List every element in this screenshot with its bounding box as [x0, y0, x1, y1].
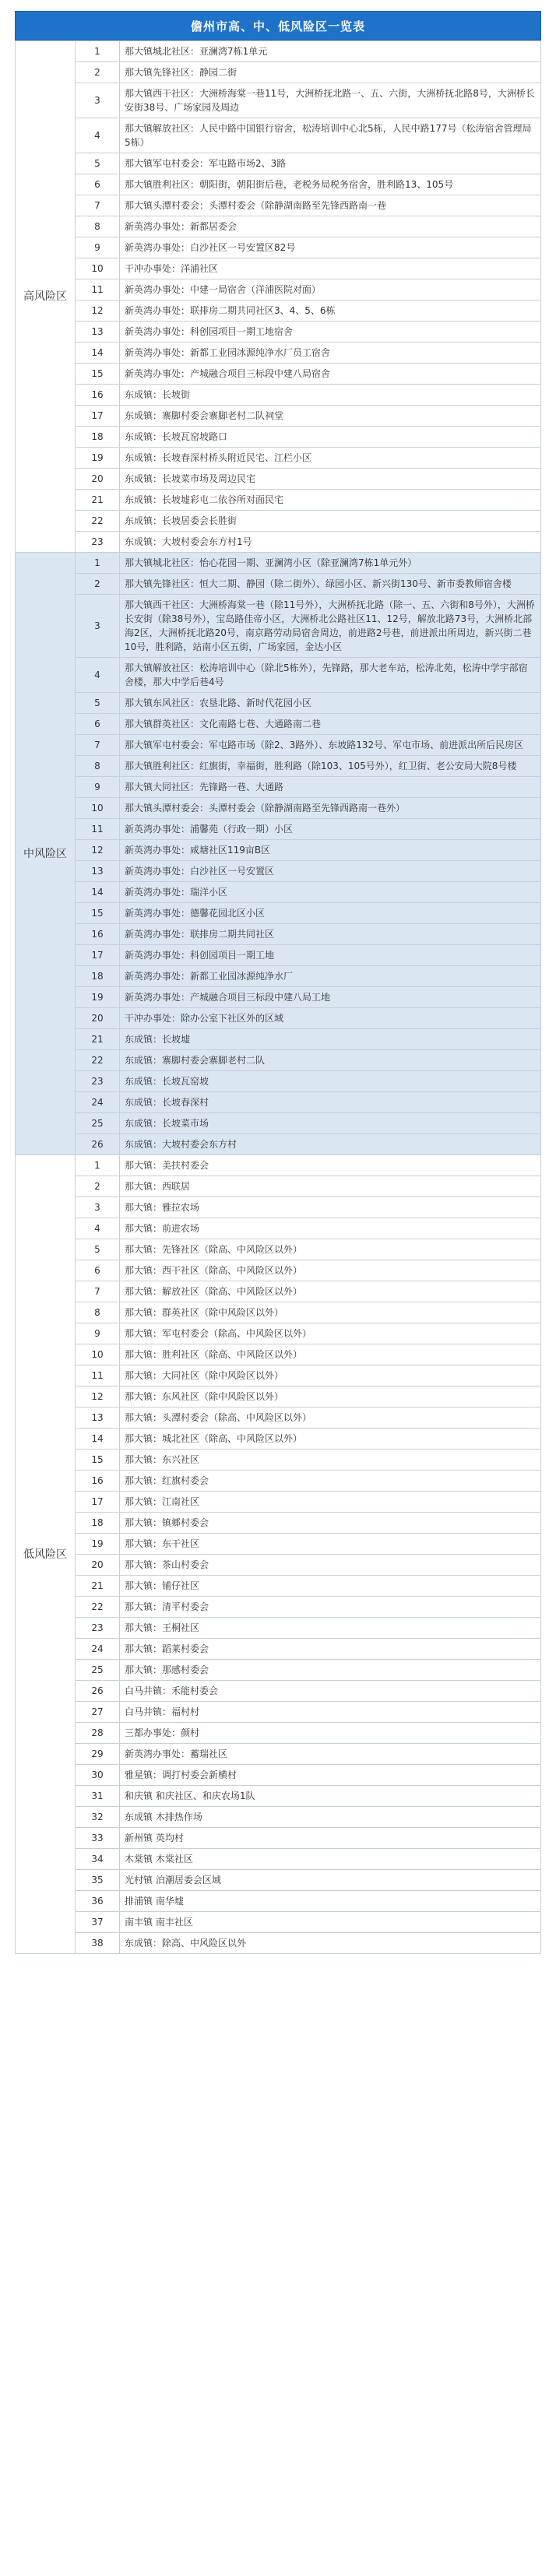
table-body: [16, 41, 541, 1954]
row-number: 6: [76, 714, 120, 735]
area-description: 那大镇：美扶村委会: [120, 1155, 541, 1176]
area-description: 东成镇：长坡墟彩屯二依谷所对面民宅: [120, 490, 541, 511]
row-number: 4: [76, 658, 120, 693]
row-number: 25: [76, 1660, 120, 1681]
row-number: 25: [76, 1113, 120, 1134]
table-row: [16, 1197, 541, 1218]
table-row: [16, 1344, 541, 1365]
row-number: 4: [76, 118, 120, 153]
table-row: [16, 448, 541, 469]
area-description: 那大镇：东干社区: [120, 1534, 541, 1555]
table-row: [16, 1555, 541, 1576]
area-description: 那大镇城北社区：亚澜湾7栋1单元: [120, 41, 541, 62]
row-number: 24: [76, 1092, 120, 1113]
table-row: [16, 574, 541, 595]
table-row: [16, 1723, 541, 1744]
table-row: [16, 83, 541, 118]
row-number: 5: [76, 153, 120, 174]
row-number: 21: [76, 1576, 120, 1597]
table-row: [16, 840, 541, 861]
table-row: [16, 343, 541, 364]
table-row: [16, 1323, 541, 1344]
row-number: 36: [76, 1891, 120, 1912]
area-description: 新英湾办事处：中建一局宿舍（洋浦医院对面）: [120, 279, 541, 300]
row-number: 5: [76, 693, 120, 714]
area-description: 新英湾办事处：新都工业园冰源纯净水厂员工宿舍: [120, 343, 541, 364]
area-description: 那大镇：红旗村委会: [120, 1471, 541, 1492]
table-row: [16, 237, 541, 258]
table-row: [16, 1933, 541, 1954]
table-row: [16, 490, 541, 511]
table-row: [16, 300, 541, 322]
area-description: 南丰镇 南丰社区: [120, 1912, 541, 1933]
area-description: 那大镇群英社区：文化南路七巷、大通路南二巷: [120, 714, 541, 735]
row-number: 15: [76, 903, 120, 924]
row-number: 19: [76, 1534, 120, 1555]
area-description: 那大镇：雅拉农场: [120, 1197, 541, 1218]
area-description: 干冲办事处：洋浦社区: [120, 258, 541, 279]
row-number: 11: [76, 819, 120, 840]
area-description: 东成镇：长坡瓦窑坡: [120, 1071, 541, 1092]
table-row: [16, 1134, 541, 1155]
row-number: 22: [76, 1050, 120, 1071]
row-number: 15: [76, 364, 120, 385]
table-row: [16, 966, 541, 987]
area-description: 东成镇 木排热作场: [120, 1807, 541, 1828]
table-row: [16, 258, 541, 279]
table-row: [16, 819, 541, 840]
row-number: 16: [76, 1471, 120, 1492]
area-description: 那大镇胜利社区：朝阳街，朝阳街后巷，老税务局税务宿舍，胜利路13、105号: [120, 174, 541, 195]
row-number: 1: [76, 41, 120, 62]
area-description: 那大镇城北社区：怡心花园一期、亚澜湾小区（除亚澜湾7栋1单元外）: [120, 553, 541, 574]
table-row: [16, 553, 541, 574]
row-number: 35: [76, 1870, 120, 1891]
table-row: [16, 1029, 541, 1050]
risk-area-table: [15, 40, 541, 1954]
row-number: 17: [76, 945, 120, 966]
row-number: 11: [76, 279, 120, 300]
table-row: [16, 1365, 541, 1386]
table-row: [16, 62, 541, 83]
table-row: [16, 1218, 541, 1239]
row-number: 28: [76, 1723, 120, 1744]
table-row: [16, 735, 541, 756]
row-number: 3: [76, 595, 120, 658]
area-description: 新英湾办事处：瑞洋小区: [120, 882, 541, 903]
row-number: 10: [76, 258, 120, 279]
table-row: [16, 1281, 541, 1302]
row-number: 13: [76, 322, 120, 343]
area-description: 那大镇：西干社区（除高、中风险区以外）: [120, 1260, 541, 1281]
area-description: 东成镇：长坡菜市场: [120, 1113, 541, 1134]
table-row: [16, 1828, 541, 1849]
table-row: [16, 714, 541, 735]
risk-level-cell: 中风险区: [16, 553, 76, 1155]
table-row: [16, 1260, 541, 1281]
row-number: 16: [76, 385, 120, 406]
row-number: 13: [76, 861, 120, 882]
row-number: 8: [76, 1302, 120, 1323]
area-description: 新英湾办事处：联排房二期共同社区: [120, 924, 541, 945]
row-number: 10: [76, 1344, 120, 1365]
row-number: 3: [76, 83, 120, 118]
table-row: [16, 1471, 541, 1492]
area-description: 那大镇：军屯村委会（除高、中风险区以外）: [120, 1323, 541, 1344]
table-row: [16, 1660, 541, 1681]
row-number: 6: [76, 1260, 120, 1281]
row-number: 12: [76, 300, 120, 322]
area-description: 那大镇解放社区：松涛培训中心（除北5栋外），先锋路，那大老车站，松涛北苑，松涛中学宇部宿舍楼，那大中学后巷4号: [120, 658, 541, 693]
table-row: [16, 693, 541, 714]
row-number: 8: [76, 756, 120, 777]
row-number: 9: [76, 237, 120, 258]
table-row: [16, 1681, 541, 1702]
row-number: 32: [76, 1807, 120, 1828]
risk-level-cell: 高风险区: [16, 41, 76, 553]
row-number: 17: [76, 1492, 120, 1513]
area-description: 新英湾办事处：德馨花园北区小区: [120, 903, 541, 924]
table-row: [16, 1302, 541, 1323]
row-number: 2: [76, 62, 120, 83]
table-row: [16, 1576, 541, 1597]
table-row: [16, 1639, 541, 1660]
row-number: 17: [76, 406, 120, 427]
area-description: 东成镇：大坡村委会东方村1号: [120, 532, 541, 553]
table-row: [16, 882, 541, 903]
table-row: [16, 1407, 541, 1429]
area-description: 那大镇：头潭村委会（除高、中风险区以外）: [120, 1407, 541, 1429]
table-row: [16, 1891, 541, 1912]
table-row: [16, 1050, 541, 1071]
table-row: [16, 1071, 541, 1092]
table-row: [16, 406, 541, 427]
area-description: 那大镇头潭村委会：头潭村委会（除静湖南路至先锋西路南一巷: [120, 195, 541, 216]
row-number: 11: [76, 1365, 120, 1386]
table-row: [16, 1386, 541, 1407]
table-row: [16, 861, 541, 882]
table-row: [16, 195, 541, 216]
area-description: 那大镇：蹈莱村委会: [120, 1639, 541, 1660]
row-number: 9: [76, 1323, 120, 1344]
area-description: 新英湾办事处：白沙社区一号安置区82号: [120, 237, 541, 258]
area-description: 那大镇解放社区：人民中路中国银行宿舍，松涛培训中心北5栋，人民中路177号（松涛宿舍管理局5栋）: [120, 118, 541, 153]
table-row: [16, 1534, 541, 1555]
table-row: [16, 427, 541, 448]
area-description: 新英湾办事处：蓄瑞社区: [120, 1744, 541, 1765]
area-description: 白马井镇：禾能村委会: [120, 1681, 541, 1702]
row-number: 13: [76, 1407, 120, 1429]
row-number: 31: [76, 1786, 120, 1807]
row-number: 34: [76, 1849, 120, 1870]
area-description: 新英湾办事处：产城融合项目三标段中建八局宿舍: [120, 364, 541, 385]
table-row: [16, 1807, 541, 1828]
table-row: [16, 1597, 541, 1618]
row-number: 21: [76, 1029, 120, 1050]
table-row: [16, 1239, 541, 1260]
row-number: 7: [76, 1281, 120, 1302]
area-description: 那大镇军屯村委会：军屯路市场（除2、3路外）、东坡路132号、军屯市场、前进派出所后民房区: [120, 735, 541, 756]
row-number: 22: [76, 511, 120, 532]
area-description: 排浦镇 南华墟: [120, 1891, 541, 1912]
table-row: [16, 595, 541, 658]
table-row: [16, 1765, 541, 1786]
table-row: [16, 756, 541, 777]
row-number: 20: [76, 1555, 120, 1576]
area-description: 那大镇：铺仔社区: [120, 1576, 541, 1597]
table-row: [16, 1786, 541, 1807]
table-row: [16, 658, 541, 693]
area-description: 木棠镇 木棠社区: [120, 1849, 541, 1870]
area-description: 那大镇：西联居: [120, 1176, 541, 1197]
area-description: 那大镇：清平村委会: [120, 1597, 541, 1618]
row-number: 33: [76, 1828, 120, 1849]
row-number: 21: [76, 490, 120, 511]
row-number: 26: [76, 1681, 120, 1702]
table-row: [16, 469, 541, 490]
area-description: 那大镇先锋社区：恒大二期、静园（除二街外）、绿园小区、新兴街130号、新市委教师宿舍楼: [120, 574, 541, 595]
row-number: 7: [76, 735, 120, 756]
area-description: 东成镇：寨脚村委会寨脚老村二队祠堂: [120, 406, 541, 427]
table-row: [16, 364, 541, 385]
area-description: 那大镇：江南社区: [120, 1492, 541, 1513]
row-number: 7: [76, 195, 120, 216]
table-row: [16, 1912, 541, 1933]
row-number: 27: [76, 1702, 120, 1723]
table-row: [16, 1092, 541, 1113]
area-description: 东成镇：大坡村委会东方村: [120, 1134, 541, 1155]
area-description: 新英湾办事处：联排房二期共同社区3、4、5、6栋: [120, 300, 541, 322]
table-row: [16, 511, 541, 532]
row-number: 12: [76, 840, 120, 861]
area-description: 东成镇：长坡居委会长胜街: [120, 511, 541, 532]
table-row: [16, 1429, 541, 1450]
area-description: 东成镇：长坡墟: [120, 1029, 541, 1050]
table-row: [16, 1176, 541, 1197]
row-number: 12: [76, 1386, 120, 1407]
table-row: [16, 777, 541, 798]
table-row: [16, 1492, 541, 1513]
row-number: 29: [76, 1744, 120, 1765]
area-description: 那大镇：解放社区（除高、中风险区以外）: [120, 1281, 541, 1302]
row-number: 24: [76, 1639, 120, 1660]
area-description: 东成镇：长坡春深村桥头附近民宅、江栏小区: [120, 448, 541, 469]
area-description: 东成镇：长坡街: [120, 385, 541, 406]
area-description: 东成镇：寨脚村委会寨脚老村二队: [120, 1050, 541, 1071]
table-row: [16, 532, 541, 553]
area-description: 那大镇头潭村委会：头潭村委会（除静湖南路至先锋西路南一巷外）: [120, 798, 541, 819]
row-number: 14: [76, 1429, 120, 1450]
area-description: 三都办事处：颜村: [120, 1723, 541, 1744]
table-row: [16, 1849, 541, 1870]
table-row: [16, 1618, 541, 1639]
area-description: 新英湾办事处：新都居委会: [120, 216, 541, 237]
risk-level-cell: 低风险区: [16, 1155, 76, 1954]
area-description: 那大镇：群英社区（除中风险区以外）: [120, 1302, 541, 1323]
area-description: 那大镇：胜利社区（除高、中风险区以外）: [120, 1344, 541, 1365]
area-description: 那大镇大同社区：先锋路一巷、大通路: [120, 777, 541, 798]
area-description: 那大镇先锋社区：静园二街: [120, 62, 541, 83]
area-description: 那大镇西干社区：大洲桥海棠一巷（除11号外），大洲桥抚北路（除一、五、六街和8号外），大洲桥长安街（除38号外），宝岛路佳帝小区，大洲桥北公路社区11、12号，解放北路73号，大洲桥北部海2区，大洲桥抚北路20号，南京路劳动局宿舍周边，前进路2号巷，前进派出所周边，新兴街二巷10号，胜利路，站南小区五街，广场家园，金达小区: [120, 595, 541, 658]
area-description: 那大镇：王桐社区: [120, 1618, 541, 1639]
row-number: 18: [76, 1513, 120, 1534]
table-row: [16, 41, 541, 62]
area-description: 新州镇 英均村: [120, 1828, 541, 1849]
table-row: [16, 1450, 541, 1471]
row-number: 20: [76, 469, 120, 490]
area-description: 那大镇：先锋社区（除高、中风险区以外）: [120, 1239, 541, 1260]
table-row: [16, 945, 541, 966]
area-description: 那大镇：那感村委会: [120, 1660, 541, 1681]
table-row: [16, 279, 541, 300]
row-number: 23: [76, 1618, 120, 1639]
row-number: 10: [76, 798, 120, 819]
row-number: 26: [76, 1134, 120, 1155]
area-description: 那大镇：茶山村委会: [120, 1555, 541, 1576]
row-number: 16: [76, 924, 120, 945]
row-number: 38: [76, 1933, 120, 1954]
area-description: 和庆镇 和庆社区、和庆农场1队: [120, 1786, 541, 1807]
row-number: 1: [76, 1155, 120, 1176]
area-description: 那大镇西干社区：大洲桥海棠一巷11号，大洲桥抚北路一、五、六街，大洲桥抚北路8号，大洲桥长安街38号、广场家园及周边: [120, 83, 541, 118]
area-description: 那大镇：镇郷村委会: [120, 1513, 541, 1534]
table-row: [16, 1702, 541, 1723]
page-title: 儋州市高、中、低风险区一览表: [15, 11, 541, 40]
row-number: 37: [76, 1912, 120, 1933]
row-number: 15: [76, 1450, 120, 1471]
area-description: 新英湾办事处：新都工业园冰源纯净水厂: [120, 966, 541, 987]
table-row: [16, 1744, 541, 1765]
area-description: 干冲办事处：除办公室下社区外的区域: [120, 1008, 541, 1029]
area-description: 新英湾办事处：科创园项目一期工地: [120, 945, 541, 966]
table-row: [16, 903, 541, 924]
table-row: [16, 322, 541, 343]
area-description: 那大镇：东风社区（除中风险区以外）: [120, 1386, 541, 1407]
row-number: 14: [76, 343, 120, 364]
row-number: 22: [76, 1597, 120, 1618]
table-row: [16, 1008, 541, 1029]
row-number: 5: [76, 1239, 120, 1260]
area-description: 光村镇 泊潮居委会区域: [120, 1870, 541, 1891]
area-description: 新英湾办事处：产城融合项目三标段中建八局工地: [120, 987, 541, 1008]
table-row: [16, 118, 541, 153]
area-description: 那大镇军屯村委会：军屯路市场2、3路: [120, 153, 541, 174]
area-description: 雅星镇：调打村委会新横村: [120, 1765, 541, 1786]
area-description: 那大镇：前进农场: [120, 1218, 541, 1239]
area-description: 新英湾办事处：科创园项目一期工地宿舍: [120, 322, 541, 343]
row-number: 20: [76, 1008, 120, 1029]
row-number: 30: [76, 1765, 120, 1786]
area-description: 那大镇：城北社区（除高、中风险区以外）: [120, 1429, 541, 1450]
row-number: 3: [76, 1197, 120, 1218]
area-description: 新英湾办事处：白沙社区一号安置区: [120, 861, 541, 882]
risk-area-document: [15, 11, 541, 1954]
area-description: 新英湾办事处：咸塘社区119亩B区: [120, 840, 541, 861]
area-description: 东成镇：长坡菜市场及周边民宅: [120, 469, 541, 490]
area-description: 白马井镇：福村村: [120, 1702, 541, 1723]
row-number: 19: [76, 987, 120, 1008]
row-number: 8: [76, 216, 120, 237]
area-description: 那大镇胜利社区：红旗街，幸福街，胜利路（除103、105号外），红卫街、老公安局大院8号楼: [120, 756, 541, 777]
row-number: 9: [76, 777, 120, 798]
area-description: 东成镇：除高、中风险区以外: [120, 1933, 541, 1954]
row-number: 1: [76, 553, 120, 574]
area-description: 那大镇东风社区：农垦北路、新时代花园小区: [120, 693, 541, 714]
table-row: [16, 385, 541, 406]
row-number: 18: [76, 427, 120, 448]
table-row: [16, 216, 541, 237]
table-row: [16, 1870, 541, 1891]
area-description: 新英湾办事处：浦馨苑（行政一期）小区: [120, 819, 541, 840]
row-number: 23: [76, 532, 120, 553]
area-description: 那大镇：东兴社区: [120, 1450, 541, 1471]
table-row: [16, 174, 541, 195]
table-row: [16, 1113, 541, 1134]
table-row: [16, 798, 541, 819]
area-description: 那大镇：大同社区（除中风险区以外）: [120, 1365, 541, 1386]
table-row: [16, 1513, 541, 1534]
row-number: 19: [76, 448, 120, 469]
table-row: [16, 1155, 541, 1176]
row-number: 2: [76, 1176, 120, 1197]
table-row: [16, 987, 541, 1008]
row-number: 6: [76, 174, 120, 195]
row-number: 23: [76, 1071, 120, 1092]
table-row: [16, 924, 541, 945]
area-description: 东成镇：长坡春深村: [120, 1092, 541, 1113]
row-number: 2: [76, 574, 120, 595]
row-number: 18: [76, 966, 120, 987]
table-row: [16, 153, 541, 174]
row-number: 4: [76, 1218, 120, 1239]
area-description: 东成镇：长坡瓦窑坡路口: [120, 427, 541, 448]
row-number: 14: [76, 882, 120, 903]
